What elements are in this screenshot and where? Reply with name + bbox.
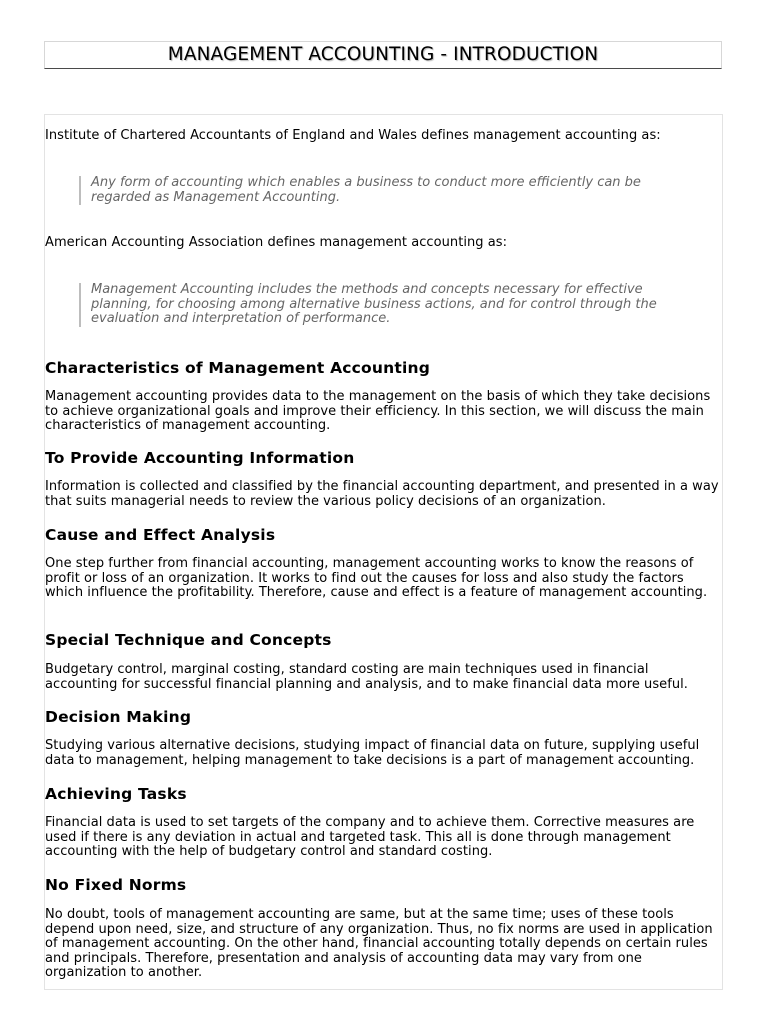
section-body-cause-effect: One step further from financial accounting, management accounting works to know the reasons of profit or loss of an organization. It works to find out the causes for loss and also study the factors which influence the profitability. Therefore, cause and effect is a feature of management accounting.	[45, 556, 708, 600]
section-heading-cause-effect: Cause and Effect Analysis	[45, 526, 276, 544]
section-heading-characteristics: Characteristics of Management Accounting	[45, 359, 431, 377]
aaa-definition-lead: American Accounting Association defines management accounting as:	[45, 235, 508, 250]
page-title: MANAGEMENT ACCOUNTING - INTRODUCTION	[167, 44, 599, 65]
section-body-accounting-information: Information is collected and classified by the financial accounting department, and presented in a way that suits managerial needs to review the various policy decisions of an organization.	[45, 479, 719, 509]
section-body-no-fixed-norms: No doubt, tools of management accounting are same, but at the same time; uses of these tools depend upon need, size, and structure of any organization. Thus, no fix norms are used in application of management accounting. On the other hand, financial accounting totally depends on certain rules and principals. Therefore, presentation and analysis of accounting data may vary from one organization to another.	[45, 907, 713, 980]
title-bar	[44, 41, 722, 69]
section-heading-decision-making: Decision Making	[45, 708, 192, 726]
aaa-quote: Management Accounting includes the methods and concepts necessary for effective planning, for choosing among alternative business actions, and for control through the evaluation and interpretation of performance.	[79, 283, 691, 327]
section-heading-no-fixed-norms: No Fixed Norms	[45, 876, 187, 894]
icaew-definition-lead: Institute of Chartered Accountants of England and Wales defines management accounting as:	[45, 128, 661, 143]
section-heading-special-technique: Special Technique and Concepts	[45, 631, 332, 649]
section-body-decision-making: Studying various alternative decisions, studying impact of financial data on future, supplying useful data to management, helping management to take decisions is a part of management accounting.	[45, 738, 700, 768]
section-heading-achieving-tasks: Achieving Tasks	[45, 785, 187, 803]
section-body-achieving-tasks: Financial data is used to set targets of the company and to achieve them. Corrective measures are used if there is any deviation in actual and targeted task. This all is done through management accounting with the help of budgetary control and standard costing.	[45, 815, 695, 859]
section-body-characteristics: Management accounting provides data to the management on the basis of which they take decisions to achieve organizational goals and improve their efficiency. In this section, we will discuss the main characteristics of management accounting.	[45, 389, 711, 433]
icaew-quote: Any form of accounting which enables a business to conduct more efficiently can be regarded as Management Accounting.	[79, 176, 691, 205]
section-body-special-technique: Budgetary control, marginal costing, standard costing are main techniques used in financial accounting for successful financial planning and analysis, and to make financial data more useful.	[45, 662, 688, 692]
section-heading-accounting-information: To Provide Accounting Information	[45, 449, 355, 467]
